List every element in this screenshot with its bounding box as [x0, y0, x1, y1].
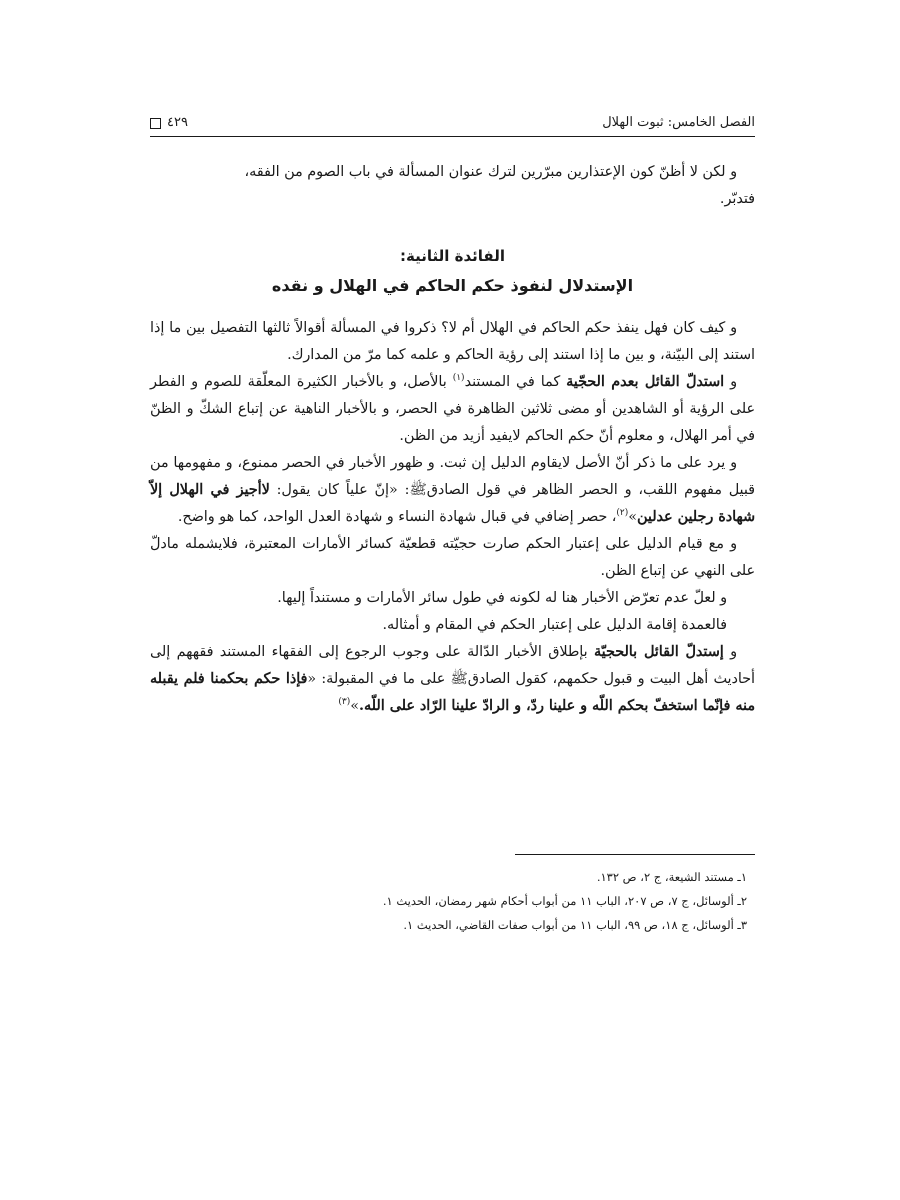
footnote-ref-2[interactable]: (٢) — [616, 508, 629, 519]
page-header — [150, 110, 755, 137]
paragraph-5: و لعلّ عدم تعرّض الأخبار هنا له لكونه في طول سائر الأمارات و مستنداً إليها. — [277, 590, 727, 606]
page-number: ٤٢٩ — [167, 115, 188, 130]
p3-text-a: و يرد على ما ذكر أنّ الأصل لايقاوم الدليل إن ثبت. و ظهور الأخبار في الحصر ممنوع، و مفهومها من قبيل مفهوم اللقب، و الحصر الظاهر في قول الصادق — [150, 455, 756, 498]
paragraph-7 — [150, 639, 755, 720]
p3-bold-quote: لاأجيز في الهلال إلاّ شهادة رجلين عدلين — [150, 482, 755, 525]
footnote-ref-3[interactable]: (٣) — [338, 697, 351, 708]
p2-text-a: و — [724, 374, 738, 390]
p3-text-d: ، حصر إضافي في قبال شهادة النساء و شهادة العدل الواحد، كما هو واضح. — [177, 509, 617, 525]
footnote-ref-1[interactable]: (١) — [452, 373, 465, 384]
p7-text-d: » — [350, 698, 360, 714]
footnotes-section — [150, 854, 755, 937]
p7-text-c: على ما في المقبولة: « — [307, 671, 451, 687]
intro-line-1: و لكن لا أظنّ كون الإعتذارين مبرّرين لترك عنوان المسألة في باب الصوم من الفقه، — [244, 164, 737, 180]
section-heading — [150, 241, 755, 301]
p3-text-c: » — [628, 509, 637, 525]
section-title: الإستدلال لنفوذ حكم الحاكم في الهلال و نقده — [271, 276, 634, 295]
honorific-glyph: ﷺ — [450, 671, 468, 687]
p3-text-b: : «إنّ علياً كان يقول: — [269, 482, 410, 498]
honorific-glyph: ﷺ — [409, 482, 427, 498]
paragraph-4: و مع قيام الدليل على إعتبار الحكم صارت حجيّته قطعيّة كسائر الأمارات المعتبرة، فلايشمله مادلّ على النهي عن إتباع الظن. — [150, 536, 755, 579]
paragraph-1: و كيف كان فهل ينفذ حكم الحاكم في الهلال أم لا؟ ذكروا في المسألة أقوالاً ثالثها التفصيل بين ما إذا استند إلى البيّنة، و بين ما إذا استند إلى رؤية الحاكم و علمه كما مرّ من المدارك. — [150, 320, 755, 363]
chapter-title: الفصل الخامس: ثبوت الهلال — [602, 115, 755, 130]
page-number-group — [150, 110, 188, 136]
square-icon — [150, 118, 161, 129]
p7-text-a: و — [723, 644, 737, 660]
footnote-2: ٢ـ ألوسائل، ج ٧، ص ٢٠٧، الباب ١١ من أبواب أحكام شهر رمضان، الحديث ١. — [382, 894, 747, 908]
p7-bold-quote: فإذا حكم بحكمنا فلم يقبله منه فإنّما استخفّ بحكم اللّه و علينا ردّ، و الرادّ علينا الرّاد على اللّه. — [150, 671, 755, 714]
footnote-1: ١ـ مستند الشيعة، ج ٢، ص ١٣٢. — [596, 870, 747, 884]
paragraph-6: فالعمدة إقامة الدليل على إعتبار الحكم في المقام و أمثاله. — [382, 617, 727, 633]
p2-text-c: بالأصل، و بالأخبار الكثيرة المعلّقة للصوم و الفطر على الرؤية أو الشاهدين أو مضى ثلاثين الظاهرة في الحصر، و بالأخبار الناهية عن إتباع الشكّ و الظنّ في أمر الهلال، و معلوم أنّ حكم الحاكم لايفيد أزيد من الظن. — [150, 374, 755, 444]
p7-bold-term: إستدلّ القائل بالحجيّة — [594, 644, 724, 660]
paragraph-2 — [150, 369, 755, 450]
intro-line-2: فتدبّر. — [719, 191, 755, 207]
section-label: الفائدة الثانية: — [400, 247, 505, 265]
p2-bold-term: استدلّ القائل بعدم الحجّية — [566, 374, 725, 390]
body-text — [150, 159, 755, 720]
paragraph-3 — [150, 450, 755, 531]
book-page — [150, 110, 755, 1110]
footnote-3: ٣ـ ألوسائل، ج ١٨، ص ٩٩، الباب ١١ من أبواب صفات القاضي، الحديث ١. — [403, 918, 747, 932]
p7-text-b: بإطلاق الأخبار الدّالة على وجوب الرجوع إلى الفقهاء المستند فقههم إلى أحاديث أهل البيت و قبول حكمهم، كقول الصادق — [150, 644, 755, 687]
p2-text-b: كما في المستند — [464, 374, 567, 390]
intro-paragraph — [150, 159, 755, 213]
footnote-divider — [515, 854, 755, 855]
